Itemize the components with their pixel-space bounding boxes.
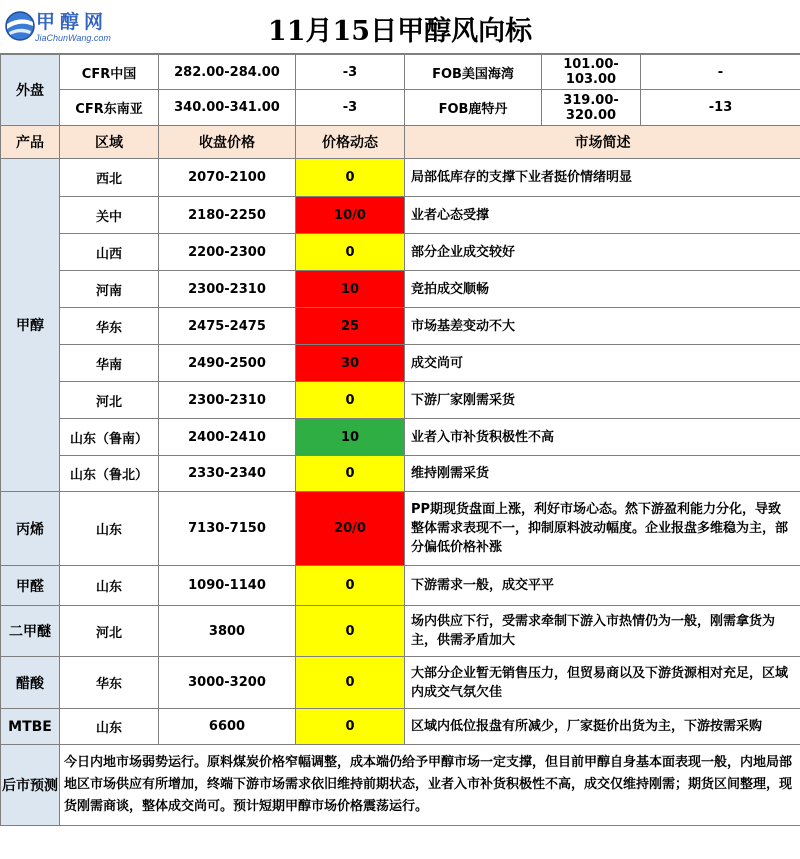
- logo-chinese-text: 甲醇网: [36, 11, 109, 33]
- price-cell: 2200-2300: [159, 234, 296, 271]
- external-change: -: [641, 55, 800, 90]
- column-header-summary: 市场简述: [405, 126, 800, 159]
- change-cell: 0: [296, 566, 405, 606]
- product-row: [1, 345, 800, 382]
- page-title: 11月15日甲醇风向标: [267, 16, 533, 47]
- region-cell: 关中: [60, 197, 159, 234]
- change-cell: 0: [296, 709, 405, 745]
- summary-cell: 维持刚需采货: [405, 456, 800, 492]
- product-name: 甲醛: [1, 566, 60, 606]
- summary-cell: 场内供应下行，受需求牵制下游入市热情仍为一般，刚需拿货为主，供需矛盾加大: [405, 606, 800, 657]
- change-cell: 30: [296, 345, 405, 382]
- product-row: [1, 606, 800, 657]
- external-market-name: FOB美国海湾: [405, 55, 542, 90]
- change-cell: 25: [296, 308, 405, 345]
- summary-cell: 下游厂家刚需采货: [405, 382, 800, 419]
- product-row: [1, 456, 800, 492]
- product-row: [1, 709, 800, 745]
- product-name: 丙烯: [1, 492, 60, 566]
- change-cell: 0: [296, 159, 405, 197]
- summary-cell: 区域内低位报盘有所减少，厂家挺价出货为主，下游按需采购: [405, 709, 800, 745]
- region-cell: 河南: [60, 271, 159, 308]
- external-change: -13: [641, 90, 800, 126]
- product-row: [1, 382, 800, 419]
- change-cell: 0: [296, 606, 405, 657]
- region-cell: 山东: [60, 566, 159, 606]
- external-label: 外盘: [1, 55, 60, 126]
- external-price: 101.00-103.00: [542, 55, 641, 90]
- forecast-label: 后市预测: [1, 745, 60, 826]
- product-row: [1, 234, 800, 271]
- product-name: 甲醇: [1, 159, 60, 492]
- product-row: [1, 197, 800, 234]
- external-change: -3: [296, 55, 405, 90]
- summary-cell: 市场基差变动不大: [405, 308, 800, 345]
- price-table: [0, 54, 800, 826]
- product-row: [1, 419, 800, 456]
- column-header-product: 产品: [1, 126, 60, 159]
- column-header-change: 价格动态: [296, 126, 405, 159]
- product-name: 醋酸: [1, 657, 60, 709]
- column-header-row: [1, 126, 800, 159]
- product-row: [1, 492, 800, 566]
- product-name: MTBE: [1, 709, 60, 745]
- region-cell: 华东: [60, 657, 159, 709]
- price-cell: 2300-2310: [159, 382, 296, 419]
- change-cell: 0: [296, 657, 405, 709]
- external-price: 319.00-320.00: [542, 90, 641, 126]
- product-row: [1, 159, 800, 197]
- summary-cell: 业者心态受撑: [405, 197, 800, 234]
- external-market-name: CFR东南亚: [60, 90, 159, 126]
- region-cell: 山东（鲁南）: [60, 419, 159, 456]
- product-name: 二甲醚: [1, 606, 60, 657]
- price-cell: 2475-2475: [159, 308, 296, 345]
- globe-icon: [4, 10, 36, 42]
- region-cell: 山东: [60, 492, 159, 566]
- change-cell: 0: [296, 234, 405, 271]
- product-row: [1, 566, 800, 606]
- region-cell: 华东: [60, 308, 159, 345]
- product-row: [1, 271, 800, 308]
- summary-cell: 下游需求一般，成交平平: [405, 566, 800, 606]
- external-price: 282.00-284.00: [159, 55, 296, 90]
- summary-cell: 局部低库存的支撑下业者挺价情绪明显: [405, 159, 800, 197]
- price-cell: 3800: [159, 606, 296, 657]
- summary-cell: 大部分企业暂无销售压力，但贸易商以及下游货源相对充足，区域内成交气氛欠佳: [405, 657, 800, 709]
- external-market-name: CFR中国: [60, 55, 159, 90]
- price-cell: 2180-2250: [159, 197, 296, 234]
- region-cell: 西北: [60, 159, 159, 197]
- region-cell: 山西: [60, 234, 159, 271]
- forecast-row: [1, 745, 800, 826]
- external-price: 340.00-341.00: [159, 90, 296, 126]
- change-cell: 20/0: [296, 492, 405, 566]
- change-cell: 10/0: [296, 197, 405, 234]
- region-cell: 河北: [60, 606, 159, 657]
- summary-cell: 部分企业成交较好: [405, 234, 800, 271]
- site-logo[interactable]: [2, 4, 122, 50]
- column-header-price: 收盘价格: [159, 126, 296, 159]
- summary-cell: PP期现货盘面上涨，利好市场心态。然下游盈利能力分化，导致整体需求表现不一，抑制原料波动幅度。企业报盘多维稳为主，部分偏低价格补涨: [405, 492, 800, 566]
- forecast-text: 今日内地市场弱势运行。原料煤炭价格窄幅调整，成本端仍给予甲醇市场一定支撑，但目前甲醇自身基本面表现一般，内地局部地区市场供应有所增加，终端下游市场需求依旧维持前期状态，业者入市补货积极性不高，成交仅维持刚需；期货区间整理，现货刚需商谈，整体成交尚可。预计短期甲醇市场价格震荡运行。: [60, 745, 800, 826]
- external-row: [1, 90, 800, 126]
- price-cell: 2490-2500: [159, 345, 296, 382]
- price-cell: 2070-2100: [159, 159, 296, 197]
- price-cell: 1090-1140: [159, 566, 296, 606]
- logo-english-text: JiaChunWang.com: [35, 33, 111, 43]
- region-cell: 河北: [60, 382, 159, 419]
- product-row: [1, 308, 800, 345]
- product-row: [1, 657, 800, 709]
- change-cell: 0: [296, 456, 405, 492]
- region-cell: 华南: [60, 345, 159, 382]
- change-cell: 10: [296, 419, 405, 456]
- region-cell: 山东: [60, 709, 159, 745]
- summary-cell: 成交尚可: [405, 345, 800, 382]
- price-cell: 3000-3200: [159, 657, 296, 709]
- summary-cell: 竞拍成交顺畅: [405, 271, 800, 308]
- price-cell: 2330-2340: [159, 456, 296, 492]
- external-row: [1, 55, 800, 90]
- price-cell: 2300-2310: [159, 271, 296, 308]
- price-cell: 6600: [159, 709, 296, 745]
- price-cell: 2400-2410: [159, 419, 296, 456]
- change-cell: 10: [296, 271, 405, 308]
- summary-cell: 业者入市补货积极性不高: [405, 419, 800, 456]
- region-cell: 山东（鲁北）: [60, 456, 159, 492]
- external-change: -3: [296, 90, 405, 126]
- title-bar: [0, 0, 800, 54]
- external-market-name: FOB鹿特丹: [405, 90, 542, 126]
- price-cell: 7130-7150: [159, 492, 296, 566]
- column-header-region: 区域: [60, 126, 159, 159]
- change-cell: 0: [296, 382, 405, 419]
